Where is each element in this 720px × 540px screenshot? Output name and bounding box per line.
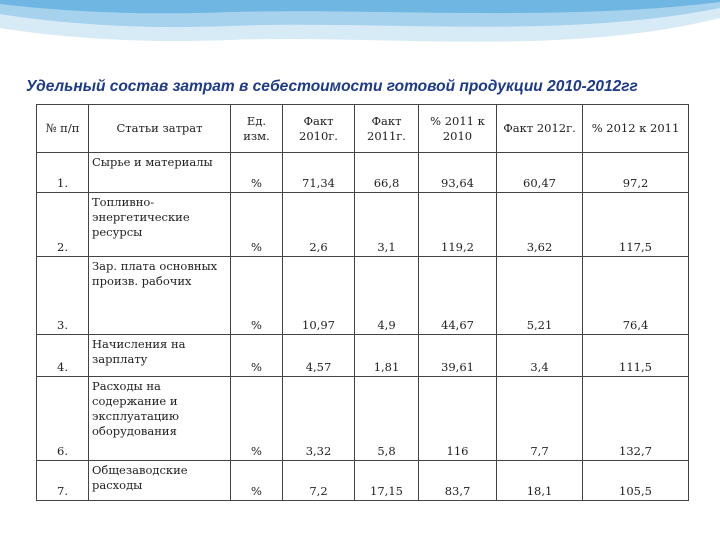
fact-2010-cell: 71,34 bbox=[283, 153, 355, 193]
pct-2012-cell: 117,5 bbox=[583, 193, 689, 257]
cost-item-name: Расходы на содержание и эксплуатацию оборудования bbox=[89, 377, 231, 461]
cost-item-name: Начисления на зарплату bbox=[89, 335, 231, 377]
table-header-row bbox=[37, 105, 689, 153]
fact-2011-cell: 3,1 bbox=[355, 193, 419, 257]
fact-2010-cell: 7,2 bbox=[283, 461, 355, 501]
cost-item-name: Общезаводские расходы bbox=[89, 461, 231, 501]
row-number: 2. bbox=[37, 193, 89, 257]
table-row bbox=[37, 153, 689, 193]
pct-2011-cell: 44,67 bbox=[419, 257, 497, 335]
fact-2012-cell: 5,21 bbox=[497, 257, 583, 335]
cost-item-name: Сырье и материалы bbox=[89, 153, 231, 193]
pct-2012-cell: 111,5 bbox=[583, 335, 689, 377]
table-row bbox=[37, 461, 689, 501]
pct-2012-cell: 105,5 bbox=[583, 461, 689, 501]
row-number: 1. bbox=[37, 153, 89, 193]
column-header-pct-2011-vs-2010: % 2011 к 2010 bbox=[419, 105, 497, 153]
fact-2011-cell: 66,8 bbox=[355, 153, 419, 193]
fact-2012-cell: 60,47 bbox=[497, 153, 583, 193]
column-header-unit: Ед. изм. bbox=[231, 105, 283, 153]
cost-structure-table bbox=[36, 104, 689, 501]
unit-cell: % bbox=[231, 461, 283, 501]
pct-2012-cell: 76,4 bbox=[583, 257, 689, 335]
column-header-cost-item: Статьи затрат bbox=[89, 105, 231, 153]
fact-2011-cell: 17,15 bbox=[355, 461, 419, 501]
column-header-fact-2010: Факт 2010г. bbox=[283, 105, 355, 153]
pct-2011-cell: 93,64 bbox=[419, 153, 497, 193]
row-number: 3. bbox=[37, 257, 89, 335]
row-number: 4. bbox=[37, 335, 89, 377]
table-row bbox=[37, 257, 689, 335]
column-header-fact-2011: Факт 2011г. bbox=[355, 105, 419, 153]
table-row bbox=[37, 193, 689, 257]
table-row bbox=[37, 335, 689, 377]
header-wave-decoration bbox=[0, 0, 720, 70]
fact-2012-cell: 7,7 bbox=[497, 377, 583, 461]
unit-cell: % bbox=[231, 153, 283, 193]
pct-2011-cell: 83,7 bbox=[419, 461, 497, 501]
fact-2010-cell: 4,57 bbox=[283, 335, 355, 377]
unit-cell: % bbox=[231, 335, 283, 377]
fact-2011-cell: 4,9 bbox=[355, 257, 419, 335]
row-number: 7. bbox=[37, 461, 89, 501]
pct-2012-cell: 97,2 bbox=[583, 153, 689, 193]
column-header-fact-2012: Факт 2012г. bbox=[497, 105, 583, 153]
column-header-pct-2012-vs-2011: % 2012 к 2011 bbox=[583, 105, 689, 153]
cost-item-name: Топливно-энергетические ресурсы bbox=[89, 193, 231, 257]
pct-2011-cell: 119,2 bbox=[419, 193, 497, 257]
fact-2011-cell: 5,8 bbox=[355, 377, 419, 461]
fact-2012-cell: 3,62 bbox=[497, 193, 583, 257]
fact-2010-cell: 3,32 bbox=[283, 377, 355, 461]
unit-cell: % bbox=[231, 377, 283, 461]
fact-2012-cell: 3,4 bbox=[497, 335, 583, 377]
fact-2012-cell: 18,1 bbox=[497, 461, 583, 501]
fact-2010-cell: 10,97 bbox=[283, 257, 355, 335]
fact-2011-cell: 1,81 bbox=[355, 335, 419, 377]
column-header-number: № п/п bbox=[37, 105, 89, 153]
fact-2010-cell: 2,6 bbox=[283, 193, 355, 257]
pct-2011-cell: 39,61 bbox=[419, 335, 497, 377]
slide-title: Удельный состав затрат в себестоимости готовой продукции 2010-2012гг bbox=[26, 78, 638, 95]
cost-item-name: Зар. плата основных произв. рабочих bbox=[89, 257, 231, 335]
pct-2011-cell: 116 bbox=[419, 377, 497, 461]
unit-cell: % bbox=[231, 193, 283, 257]
row-number: 6. bbox=[37, 377, 89, 461]
unit-cell: % bbox=[231, 257, 283, 335]
table-row bbox=[37, 377, 689, 461]
pct-2012-cell: 132,7 bbox=[583, 377, 689, 461]
